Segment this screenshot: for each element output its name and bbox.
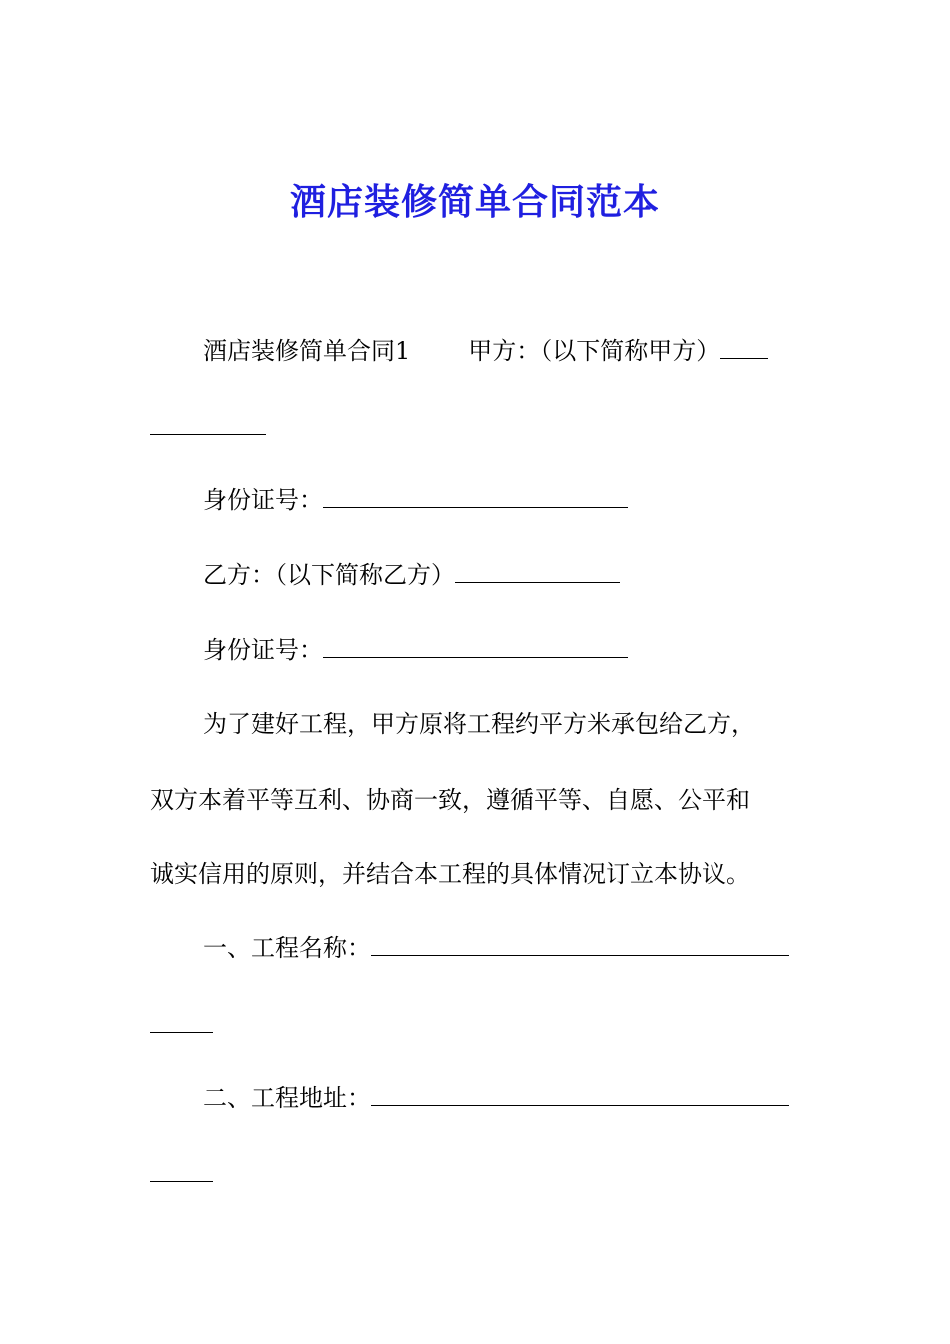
- project-address-label: 二、工程地址：: [203, 1084, 371, 1112]
- paragraph-line: 双方本着平等互利、协商一致，遵循平等、自愿、公平和: [150, 786, 750, 814]
- id-label: 身份证号：: [203, 636, 323, 664]
- party-b-id-blank: [323, 633, 628, 658]
- project-name-label: 一、工程名称：: [203, 934, 371, 962]
- project-address-line: [203, 1081, 789, 1115]
- party-a-blank: [720, 334, 768, 359]
- contract-label: 酒店装修简单合同1: [203, 337, 411, 365]
- party-a-label: 甲方：（以下简称甲方）: [468, 337, 721, 365]
- party-a-id-line: [203, 483, 628, 517]
- party-b-id-line: [203, 633, 628, 667]
- party-a-blank-continued: [150, 410, 266, 444]
- project-name-line: [203, 931, 789, 965]
- paragraph-line: 为了建好工程，甲方原将工程约平方米承包给乙方，: [203, 710, 755, 738]
- party-b-line: [203, 558, 620, 592]
- project-address-blank: [371, 1081, 789, 1106]
- party-a-id-blank: [323, 483, 628, 508]
- project-name-blank: [371, 931, 789, 956]
- project-address-blank-continued: [150, 1157, 213, 1191]
- paragraph-line: 诚实信用的原则，并结合本工程的具体情况订立本协议。: [150, 860, 750, 888]
- contract-intro-line: [203, 334, 768, 368]
- document-title: 酒店装修简单合同范本: [289, 181, 660, 223]
- id-label: 身份证号：: [203, 486, 323, 514]
- party-b-blank: [455, 558, 620, 583]
- project-name-blank-continued: [150, 1008, 213, 1042]
- party-b-label: 乙方：（以下简称乙方）: [203, 561, 455, 589]
